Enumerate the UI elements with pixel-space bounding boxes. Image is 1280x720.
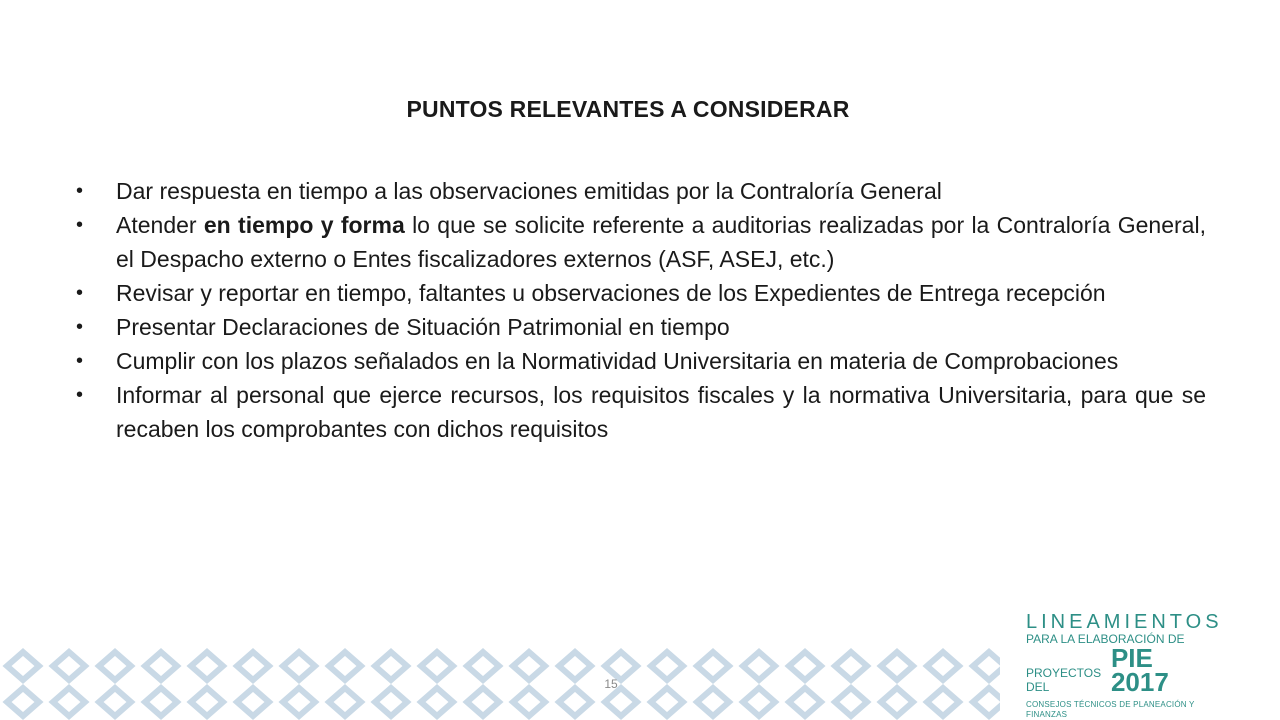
- bullet-icon: •: [76, 384, 84, 406]
- bullet-icon: •: [76, 214, 84, 236]
- list-item: [76, 344, 1206, 378]
- slide-title: PUNTOS RELEVANTES A CONSIDERAR: [406, 96, 850, 122]
- logo-subtitle: PARA LA ELABORACIÓN DE: [1026, 632, 1185, 646]
- pie-2017-logo: [1026, 611, 1223, 720]
- bullet-icon: •: [76, 282, 84, 304]
- list-item: [76, 310, 1206, 344]
- logo-pie-text: PIE 2017: [1110, 643, 1169, 697]
- bullet-text: Informar al personal que ejerce recursos, los requisitos fiscales y la normativa Universitaria, para que se recaben los comprobantes con dichos requisitos: [116, 382, 1206, 442]
- page-number: 15: [604, 677, 618, 691]
- bullet-icon: •: [76, 316, 84, 338]
- bullet-bold-text: en tiempo y forma: [203, 212, 405, 238]
- bullet-icon: •: [76, 180, 84, 202]
- logo-projects-text: PROYECTOS DEL: [1026, 666, 1102, 694]
- bullet-text: Cumplir con los plazos señalados en la Normatividad Universitaria en materia de Comprobaciones: [116, 348, 1119, 374]
- list-item: [76, 378, 1206, 446]
- bullet-icon: •: [76, 350, 84, 372]
- list-item: [76, 276, 1206, 310]
- bullet-text: Revisar y reportar en tiempo, faltantes u observaciones de los Expedientes de Entrega recepción: [116, 280, 1106, 306]
- list-item: [76, 208, 1206, 276]
- bullet-text: lo que se solicite referente a auditorias realizadas por la Contraloría General, el Despacho externo o Entes fiscalizadores externos (ASF, ASEJ, etc.): [116, 212, 1206, 272]
- list-item: [76, 174, 1206, 208]
- bullet-text: Atender: [116, 212, 204, 238]
- diamond-pattern: [0, 648, 1000, 720]
- logo-title: LINEAMIENTOS: [1026, 611, 1223, 633]
- bullet-list: [76, 174, 1206, 446]
- logo-caption: CONSEJOS TÉCNICOS DE PLANEACIÓN Y FINANZAS: [1026, 700, 1195, 719]
- bullet-text: Dar respuesta en tiempo a las observaciones emitidas por la Contraloría General: [116, 178, 942, 204]
- bullet-text: Presentar Declaraciones de Situación Patrimonial en tiempo: [116, 314, 730, 340]
- logo-line: [1026, 643, 1196, 697]
